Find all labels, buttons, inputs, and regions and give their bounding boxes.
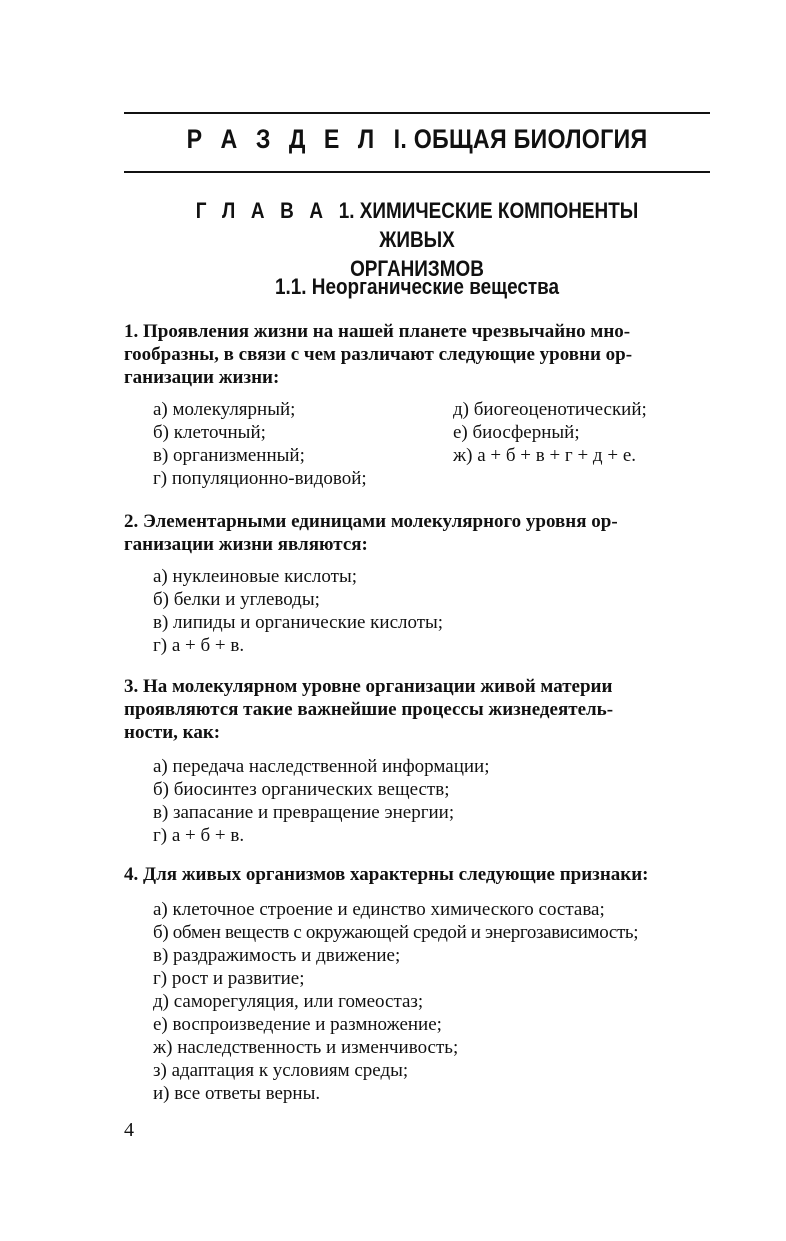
chapter-name-line1: 1. ХИМИЧЕСКИЕ КОМПОНЕНТЫ ЖИВЫХ xyxy=(338,198,639,252)
option: з) адаптация к условиям среды; xyxy=(153,1060,409,1081)
subsection-title: 1.1. Неорганические вещества xyxy=(274,274,560,299)
option: б) обмен веществ с окружающей средой и энергозависимость; xyxy=(153,922,639,943)
bottom-rule xyxy=(124,171,710,173)
option: е) воспроизведение и размножение; xyxy=(153,1014,442,1035)
question-line: 4. Для живых организмов характерны следующие признаки: xyxy=(124,864,649,885)
option: и) все ответы верны. xyxy=(153,1083,321,1104)
question-line: 2. Элементарными единицами молекулярного уровня ор- xyxy=(124,511,618,532)
option: г) популяционно-видовой; xyxy=(153,468,367,489)
option: в) раздражимость и движение; xyxy=(153,945,401,966)
option: в) липиды и органические кислоты; xyxy=(153,612,444,633)
question-line: гообразны, в связи с чем различают следующие уровни ор- xyxy=(124,344,633,365)
option: а) клеточное строение и единство химического состава; xyxy=(153,899,605,920)
option: а) передача наследственной информации; xyxy=(153,756,490,777)
question-line: ности, как: xyxy=(124,722,221,743)
option: е) биосферный; xyxy=(453,422,580,443)
option: г) а + б + в. xyxy=(153,635,245,656)
option: д) саморегуляция, или гомеостаз; xyxy=(153,991,424,1012)
option: а) молекулярный; xyxy=(153,399,296,420)
question-line: ганизации жизни: xyxy=(124,367,280,388)
option: ж) а + б + в + г + д + е. xyxy=(453,445,636,466)
question-4 xyxy=(124,863,710,886)
option: в) запасание и превращение энергии; xyxy=(153,802,455,823)
question-line: 3. На молекулярном уровне организации живой материи xyxy=(124,676,613,697)
question-2 xyxy=(124,510,710,556)
section-title xyxy=(165,124,669,155)
question-line: ганизации жизни являются: xyxy=(124,534,368,555)
option: б) биосинтез органических веществ; xyxy=(153,779,450,800)
question-3 xyxy=(124,675,710,744)
question-line: 1. Проявления жизни на нашей планете чрезвычайно мно- xyxy=(124,321,631,342)
option: б) белки и углеводы; xyxy=(153,589,320,610)
question-line: проявляются такие важнейшие процессы жизнедеятель- xyxy=(124,699,614,720)
section-name: I. ОБЩАЯ БИОЛОГИЯ xyxy=(393,124,648,154)
chapter-name-line2: ОРГАНИЗМОВ xyxy=(350,256,484,281)
option: а) нуклеиновые кислоты; xyxy=(153,566,357,587)
top-rule xyxy=(124,112,710,114)
option: ж) наследственность и изменчивость; xyxy=(153,1037,459,1058)
page-number: 4 xyxy=(124,1119,134,1141)
option: б) клеточный; xyxy=(153,422,266,443)
option: д) биогеоценотический; xyxy=(453,399,647,420)
section-prefix: Р А З Д Е Л xyxy=(186,124,381,154)
option: г) а + б + в. xyxy=(153,825,245,846)
question-1 xyxy=(124,320,710,389)
option: г) рост и развитие; xyxy=(153,968,305,989)
chapter-prefix: Г Л А В А xyxy=(195,198,329,223)
chapter-title xyxy=(165,196,669,283)
option: в) организменный; xyxy=(153,445,305,466)
